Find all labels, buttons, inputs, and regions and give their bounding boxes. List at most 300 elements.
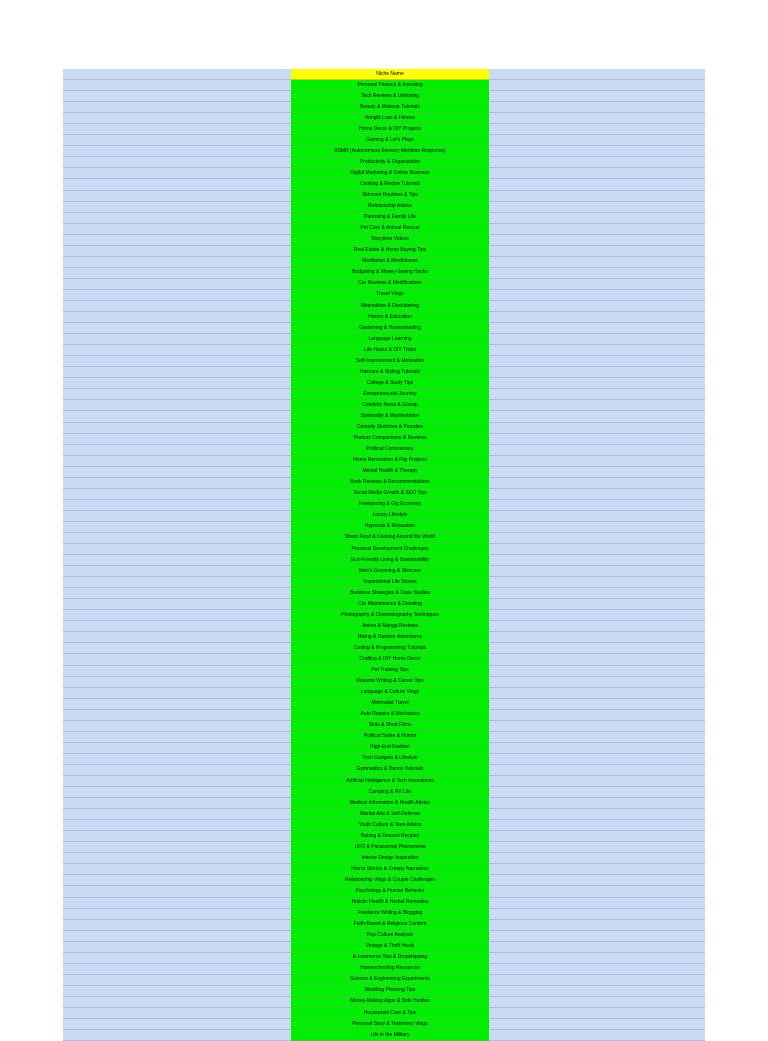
- niche-name-cell[interactable]: Car Reviews & Modifications: [291, 278, 489, 289]
- empty-cell-left[interactable]: [63, 411, 291, 422]
- niche-name-cell[interactable]: Relationship Advice: [291, 201, 489, 212]
- niche-name-cell[interactable]: Tech Gadgets & Lifestyle: [291, 753, 489, 764]
- empty-cell-left[interactable]: [63, 389, 291, 400]
- niche-name-cell[interactable]: Photography & Cinematography Techniques: [291, 610, 489, 621]
- empty-cell-left[interactable]: [63, 91, 291, 102]
- empty-cell-left[interactable]: [63, 632, 291, 643]
- empty-cell-right[interactable]: [489, 323, 705, 334]
- empty-cell-right[interactable]: [489, 676, 705, 687]
- empty-cell-left[interactable]: [63, 80, 291, 91]
- empty-cell-right[interactable]: [489, 809, 705, 820]
- empty-cell-left[interactable]: [63, 201, 291, 212]
- niche-name-cell[interactable]: High-End Fashion: [291, 742, 489, 753]
- niche-name-cell[interactable]: UFO & Paranormal Phenomena: [291, 842, 489, 853]
- empty-cell-left[interactable]: [63, 234, 291, 245]
- table-row: [63, 930, 705, 941]
- table-row: [63, 345, 705, 356]
- empty-cell-right[interactable]: [489, 146, 705, 157]
- table-row: [63, 676, 705, 687]
- niche-name-cell[interactable]: Travel Vlogs: [291, 289, 489, 300]
- empty-cell-left[interactable]: [63, 798, 291, 809]
- empty-cell-right[interactable]: [489, 124, 705, 135]
- niche-name-cell[interactable]: Interior Design Inspiration: [291, 853, 489, 864]
- table-row: [63, 643, 705, 654]
- empty-cell-right[interactable]: [489, 952, 705, 963]
- empty-cell-left[interactable]: [63, 555, 291, 566]
- niche-name-cell[interactable]: Book Reviews & Recommendations: [291, 477, 489, 488]
- table-row: [63, 135, 705, 146]
- empty-cell-left[interactable]: [63, 444, 291, 455]
- niche-name-cell[interactable]: Vintage & Thrift Hauls: [291, 941, 489, 952]
- empty-cell-left[interactable]: [63, 69, 291, 80]
- empty-cell-right[interactable]: [489, 996, 705, 1007]
- empty-cell-left[interactable]: [63, 687, 291, 698]
- empty-cell-left[interactable]: [63, 323, 291, 334]
- niche-name-cell[interactable]: Street Food & Cooking Around the World: [291, 532, 489, 543]
- empty-cell-left[interactable]: [63, 753, 291, 764]
- niche-name-cell[interactable]: Relationship Vlogs & Couple Challenges: [291, 875, 489, 886]
- niche-name-cell[interactable]: Crafting & DIY Home Decor: [291, 654, 489, 665]
- table-row: [63, 367, 705, 378]
- empty-cell-right[interactable]: [489, 621, 705, 632]
- niche-name-cell[interactable]: Meditation & Mindfulness: [291, 256, 489, 267]
- table-row: [63, 698, 705, 709]
- empty-cell-right[interactable]: [489, 91, 705, 102]
- niche-name-cell[interactable]: Personal Finance & Investing: [291, 80, 489, 91]
- niche-name-cell[interactable]: Hiking & Outdoor Adventures: [291, 632, 489, 643]
- empty-cell-right[interactable]: [489, 1007, 705, 1018]
- niche-name-cell[interactable]: Houseplant Care & Tips: [291, 1007, 489, 1018]
- niche-name-cell[interactable]: Pop Culture Analysis: [291, 930, 489, 941]
- column-header-niche-name[interactable]: Niche Name: [291, 69, 489, 80]
- niche-name-cell[interactable]: Baking & Dessert Recipes: [291, 831, 489, 842]
- table-row: [63, 687, 705, 698]
- empty-cell-right[interactable]: [489, 135, 705, 146]
- niche-name-cell[interactable]: Minimalist Travel: [291, 698, 489, 709]
- empty-cell-right[interactable]: [489, 963, 705, 974]
- empty-cell-right[interactable]: [489, 764, 705, 775]
- empty-cell-right[interactable]: [489, 698, 705, 709]
- table-row: [63, 842, 705, 853]
- niche-name-cell[interactable]: Resume Writing & Career Tips: [291, 676, 489, 687]
- table-row: [63, 433, 705, 444]
- empty-cell-right[interactable]: [489, 378, 705, 389]
- empty-cell-right[interactable]: [489, 687, 705, 698]
- table-row: [63, 278, 705, 289]
- empty-cell-right[interactable]: [489, 1030, 705, 1041]
- empty-cell-right[interactable]: [489, 367, 705, 378]
- niche-name-cell[interactable]: Digital Marketing & Online Business: [291, 168, 489, 179]
- empty-cell-left[interactable]: [63, 776, 291, 787]
- niche-name-cell[interactable]: Storytime Videos: [291, 234, 489, 245]
- niche-name-cell[interactable]: Tech Reviews & Unboxing: [291, 91, 489, 102]
- empty-cell-left[interactable]: [63, 941, 291, 952]
- table-row: [63, 124, 705, 135]
- empty-cell-left[interactable]: [63, 223, 291, 234]
- niche-spreadsheet: [63, 69, 705, 1041]
- niche-name-cell[interactable]: Entrepreneurial Journey: [291, 389, 489, 400]
- empty-cell-left[interactable]: [63, 809, 291, 820]
- empty-cell-left[interactable]: [63, 665, 291, 676]
- empty-cell-left[interactable]: [63, 787, 291, 798]
- empty-cell-left[interactable]: [63, 742, 291, 753]
- empty-cell-right[interactable]: [489, 731, 705, 742]
- empty-cell-left[interactable]: [63, 488, 291, 499]
- empty-cell-right[interactable]: [489, 245, 705, 256]
- empty-cell-left[interactable]: [63, 190, 291, 201]
- niche-name-cell[interactable]: Wedding Planning Tips: [291, 985, 489, 996]
- table-row: [63, 798, 705, 809]
- empty-cell-right[interactable]: [489, 466, 705, 477]
- empty-cell-left[interactable]: [63, 212, 291, 223]
- empty-cell-left[interactable]: [63, 289, 291, 300]
- niche-name-cell[interactable]: Skits & Short Films: [291, 720, 489, 731]
- empty-cell-right[interactable]: [489, 842, 705, 853]
- empty-cell-left[interactable]: [63, 1007, 291, 1018]
- empty-cell-right[interactable]: [489, 720, 705, 731]
- table-row: [63, 499, 705, 510]
- niche-name-cell[interactable]: Mental Health & Therapy: [291, 466, 489, 477]
- table-row: [63, 444, 705, 455]
- niche-name-cell[interactable]: Business Strategies & Case Studies: [291, 588, 489, 599]
- niche-name-cell[interactable]: Anime & Manga Reviews: [291, 621, 489, 632]
- table-row: [63, 853, 705, 864]
- niche-name-cell[interactable]: Personal Development Challenges: [291, 544, 489, 555]
- niche-name-cell[interactable]: Auto Repairs & Mechanics: [291, 709, 489, 720]
- empty-cell-right[interactable]: [489, 69, 705, 80]
- niche-name-cell[interactable]: Gardening & Homesteading: [291, 323, 489, 334]
- empty-cell-right[interactable]: [489, 499, 705, 510]
- empty-cell-left[interactable]: [63, 422, 291, 433]
- niche-name-cell[interactable]: Martial Arts & Self-Defense: [291, 809, 489, 820]
- niche-name-cell[interactable]: ASMR (Autonomous Sensory Meridian Response): [291, 146, 489, 157]
- empty-cell-left[interactable]: [63, 1019, 291, 1030]
- empty-cell-right[interactable]: [489, 345, 705, 356]
- table-row: [63, 555, 705, 566]
- empty-cell-left[interactable]: [63, 157, 291, 168]
- table-row: [63, 610, 705, 621]
- empty-cell-left[interactable]: [63, 853, 291, 864]
- empty-cell-left[interactable]: [63, 654, 291, 665]
- empty-cell-right[interactable]: [489, 544, 705, 555]
- niche-name-cell[interactable]: Holistic Health & Herbal Remedies: [291, 897, 489, 908]
- niche-name-cell[interactable]: Hypnosis & Relaxation: [291, 521, 489, 532]
- empty-cell-left[interactable]: [63, 367, 291, 378]
- empty-cell-right[interactable]: [489, 300, 705, 311]
- sheet-body: [63, 69, 705, 1041]
- empty-cell-left[interactable]: [63, 577, 291, 588]
- table-row: [63, 720, 705, 731]
- empty-cell-right[interactable]: [489, 820, 705, 831]
- niche-name-cell[interactable]: Freelance Writing & Blogging: [291, 908, 489, 919]
- empty-cell-left[interactable]: [63, 919, 291, 930]
- empty-cell-right[interactable]: [489, 477, 705, 488]
- empty-cell-right[interactable]: [489, 665, 705, 676]
- empty-cell-left[interactable]: [63, 566, 291, 577]
- empty-cell-right[interactable]: [489, 709, 705, 720]
- empty-cell-left[interactable]: [63, 334, 291, 345]
- niche-name-cell[interactable]: Real Estate & Home Buying Tips: [291, 245, 489, 256]
- empty-cell-left[interactable]: [63, 146, 291, 157]
- empty-cell-right[interactable]: [489, 312, 705, 323]
- empty-cell-left[interactable]: [63, 455, 291, 466]
- table-row: [63, 963, 705, 974]
- empty-cell-right[interactable]: [489, 610, 705, 621]
- niche-name-cell[interactable]: Men's Grooming & Skincare: [291, 566, 489, 577]
- empty-cell-left[interactable]: [63, 300, 291, 311]
- empty-cell-right[interactable]: [489, 201, 705, 212]
- niche-name-cell[interactable]: Psychology & Human Behavior: [291, 886, 489, 897]
- niche-name-cell[interactable]: History & Education: [291, 312, 489, 323]
- empty-cell-right[interactable]: [489, 190, 705, 201]
- empty-cell-left[interactable]: [63, 698, 291, 709]
- niche-name-cell[interactable]: Gaming & Let's Plays: [291, 135, 489, 146]
- empty-cell-left[interactable]: [63, 820, 291, 831]
- empty-cell-left[interactable]: [63, 897, 291, 908]
- empty-cell-left[interactable]: [63, 842, 291, 853]
- empty-cell-left[interactable]: [63, 510, 291, 521]
- empty-cell-right[interactable]: [489, 400, 705, 411]
- empty-cell-left[interactable]: [63, 378, 291, 389]
- table-row: [63, 455, 705, 466]
- empty-cell-left[interactable]: [63, 521, 291, 532]
- empty-cell-left[interactable]: [63, 908, 291, 919]
- niche-name-cell[interactable]: Luxury Lifestyle: [291, 510, 489, 521]
- empty-cell-right[interactable]: [489, 555, 705, 566]
- empty-cell-left[interactable]: [63, 544, 291, 555]
- empty-cell-left[interactable]: [63, 610, 291, 621]
- niche-name-cell[interactable]: Haircare & Styling Tutorials: [291, 367, 489, 378]
- empty-cell-right[interactable]: [489, 864, 705, 875]
- empty-cell-right[interactable]: [489, 919, 705, 930]
- empty-cell-left[interactable]: [63, 621, 291, 632]
- empty-cell-right[interactable]: [489, 566, 705, 577]
- empty-cell-left[interactable]: [63, 400, 291, 411]
- empty-cell-right[interactable]: [489, 941, 705, 952]
- niche-name-cell[interactable]: Homeschooling Resources: [291, 963, 489, 974]
- niche-name-cell[interactable]: Pet Care & Animal Rescue: [291, 223, 489, 234]
- empty-cell-left[interactable]: [63, 985, 291, 996]
- niche-name-cell[interactable]: Life Hacks & DIY Tricks: [291, 345, 489, 356]
- empty-cell-left[interactable]: [63, 709, 291, 720]
- empty-cell-left[interactable]: [63, 278, 291, 289]
- empty-cell-left[interactable]: [63, 764, 291, 775]
- niche-name-cell[interactable]: Weight Loss & Fitness: [291, 113, 489, 124]
- niche-name-cell[interactable]: Spirituality & Manifestation: [291, 411, 489, 422]
- table-row: [63, 820, 705, 831]
- empty-cell-right[interactable]: [489, 974, 705, 985]
- empty-cell-right[interactable]: [489, 742, 705, 753]
- niche-name-cell[interactable]: Coding & Programming Tutorials: [291, 643, 489, 654]
- empty-cell-right[interactable]: [489, 853, 705, 864]
- niche-name-cell[interactable]: Artificial Intelligence & Tech Innovations: [291, 776, 489, 787]
- empty-cell-left[interactable]: [63, 499, 291, 510]
- empty-cell-right[interactable]: [489, 599, 705, 610]
- empty-cell-left[interactable]: [63, 124, 291, 135]
- empty-cell-right[interactable]: [489, 256, 705, 267]
- niche-name-cell[interactable]: Home Renovation & Flip Projects: [291, 455, 489, 466]
- empty-cell-left[interactable]: [63, 113, 291, 124]
- empty-cell-left[interactable]: [63, 477, 291, 488]
- empty-cell-right[interactable]: [489, 521, 705, 532]
- niche-name-cell[interactable]: Home Decor & DIY Projects: [291, 124, 489, 135]
- empty-cell-left[interactable]: [63, 345, 291, 356]
- empty-cell-right[interactable]: [489, 886, 705, 897]
- niche-name-cell[interactable]: Language Learning: [291, 334, 489, 345]
- niche-name-cell[interactable]: Product Comparisons & Reviews: [291, 433, 489, 444]
- niche-name-cell[interactable]: Celebrity News & Gossip: [291, 400, 489, 411]
- empty-cell-right[interactable]: [489, 278, 705, 289]
- table-row: [63, 742, 705, 753]
- empty-cell-right[interactable]: [489, 787, 705, 798]
- empty-cell-right[interactable]: [489, 433, 705, 444]
- empty-cell-left[interactable]: [63, 731, 291, 742]
- empty-cell-right[interactable]: [489, 488, 705, 499]
- empty-cell-right[interactable]: [489, 422, 705, 433]
- empty-cell-left[interactable]: [63, 974, 291, 985]
- empty-cell-right[interactable]: [489, 102, 705, 113]
- table-row: [63, 212, 705, 223]
- empty-cell-right[interactable]: [489, 444, 705, 455]
- empty-cell-left[interactable]: [63, 963, 291, 974]
- empty-cell-left[interactable]: [63, 720, 291, 731]
- table-row: [63, 599, 705, 610]
- empty-cell-right[interactable]: [489, 753, 705, 764]
- empty-cell-left[interactable]: [63, 532, 291, 543]
- table-row: [63, 621, 705, 632]
- niche-name-cell[interactable]: Science & Engineering Experiments: [291, 974, 489, 985]
- niche-name-cell[interactable]: Camping & RV Life: [291, 787, 489, 798]
- niche-name-cell[interactable]: Inspirational Life Stories: [291, 577, 489, 588]
- niche-name-cell[interactable]: Productivity & Organization: [291, 157, 489, 168]
- empty-cell-left[interactable]: [63, 599, 291, 610]
- niche-name-cell[interactable]: Minimalism & Decluttering: [291, 300, 489, 311]
- niche-name-cell[interactable]: Social Media Growth & SEO Tips: [291, 488, 489, 499]
- empty-cell-left[interactable]: [63, 356, 291, 367]
- niche-name-cell[interactable]: Eco-Friendly Living & Sustainability: [291, 555, 489, 566]
- empty-cell-left[interactable]: [63, 864, 291, 875]
- empty-cell-right[interactable]: [489, 875, 705, 886]
- table-row: [63, 190, 705, 201]
- table-row: [63, 1007, 705, 1018]
- empty-cell-right[interactable]: [489, 1019, 705, 1030]
- niche-name-cell[interactable]: Skincare Routines & Tips: [291, 190, 489, 201]
- empty-cell-left[interactable]: [63, 996, 291, 1007]
- empty-cell-left[interactable]: [63, 102, 291, 113]
- empty-cell-right[interactable]: [489, 289, 705, 300]
- table-row: [63, 809, 705, 820]
- empty-cell-right[interactable]: [489, 985, 705, 996]
- niche-name-cell[interactable]: Comedy Sketches & Parodies: [291, 422, 489, 433]
- niche-name-cell[interactable]: Money-Making Apps & Side Hustles: [291, 996, 489, 1007]
- niche-name-cell[interactable]: E-commerce Tips & Dropshipping: [291, 952, 489, 963]
- niche-name-cell[interactable]: Political Commentary: [291, 444, 489, 455]
- niche-name-cell[interactable]: Gymnastics & Dance Tutorials: [291, 764, 489, 775]
- niche-name-cell[interactable]: Faith-Based & Religious Content: [291, 919, 489, 930]
- empty-cell-right[interactable]: [489, 157, 705, 168]
- empty-cell-right[interactable]: [489, 897, 705, 908]
- niche-name-cell[interactable]: Pet Training Tips: [291, 665, 489, 676]
- empty-cell-left[interactable]: [63, 643, 291, 654]
- empty-cell-right[interactable]: [489, 643, 705, 654]
- empty-cell-right[interactable]: [489, 532, 705, 543]
- empty-cell-left[interactable]: [63, 1030, 291, 1041]
- empty-cell-right[interactable]: [489, 212, 705, 223]
- empty-cell-left[interactable]: [63, 433, 291, 444]
- empty-cell-left[interactable]: [63, 312, 291, 323]
- empty-cell-left[interactable]: [63, 875, 291, 886]
- empty-cell-left[interactable]: [63, 179, 291, 190]
- empty-cell-right[interactable]: [489, 632, 705, 643]
- empty-cell-left[interactable]: [63, 168, 291, 179]
- empty-cell-right[interactable]: [489, 113, 705, 124]
- empty-cell-right[interactable]: [489, 588, 705, 599]
- empty-cell-right[interactable]: [489, 831, 705, 842]
- niche-name-cell[interactable]: Horror Stories & Creepy Narratives: [291, 864, 489, 875]
- niche-name-cell[interactable]: College & Study Tips: [291, 378, 489, 389]
- table-row: [63, 157, 705, 168]
- empty-cell-left[interactable]: [63, 466, 291, 477]
- empty-cell-right[interactable]: [489, 80, 705, 91]
- niche-name-cell[interactable]: Medical Information & Health Advice: [291, 798, 489, 809]
- empty-cell-left[interactable]: [63, 930, 291, 941]
- empty-cell-left[interactable]: [63, 831, 291, 842]
- empty-cell-right[interactable]: [489, 223, 705, 234]
- empty-cell-right[interactable]: [489, 234, 705, 245]
- niche-name-cell[interactable]: Language & Culture Vlogs: [291, 687, 489, 698]
- niche-name-cell[interactable]: Life in the Military: [291, 1030, 489, 1041]
- empty-cell-left[interactable]: [63, 588, 291, 599]
- niche-name-cell[interactable]: Personal Story & Testimony Vlogs: [291, 1019, 489, 1030]
- table-row: [63, 234, 705, 245]
- empty-cell-left[interactable]: [63, 886, 291, 897]
- empty-cell-right[interactable]: [489, 577, 705, 588]
- empty-cell-left[interactable]: [63, 256, 291, 267]
- niche-name-cell[interactable]: Budgeting & Money-Saving Hacks: [291, 267, 489, 278]
- empty-cell-left[interactable]: [63, 952, 291, 963]
- niche-name-cell[interactable]: Freelancing & Gig Economy: [291, 499, 489, 510]
- empty-cell-right[interactable]: [489, 168, 705, 179]
- empty-cell-right[interactable]: [489, 179, 705, 190]
- niche-name-cell[interactable]: Youth Culture & Teen Advice: [291, 820, 489, 831]
- empty-cell-left[interactable]: [63, 676, 291, 687]
- niche-name-cell[interactable]: Self-Improvement & Motivation: [291, 356, 489, 367]
- niche-name-cell[interactable]: Parenting & Family Life: [291, 212, 489, 223]
- table-row: [63, 886, 705, 897]
- empty-cell-right[interactable]: [489, 908, 705, 919]
- empty-cell-right[interactable]: [489, 930, 705, 941]
- empty-cell-left[interactable]: [63, 245, 291, 256]
- empty-cell-right[interactable]: [489, 334, 705, 345]
- niche-name-cell[interactable]: Cooking & Recipe Tutorials: [291, 179, 489, 190]
- empty-cell-right[interactable]: [489, 776, 705, 787]
- empty-cell-left[interactable]: [63, 135, 291, 146]
- empty-cell-right[interactable]: [489, 389, 705, 400]
- table-row: [63, 334, 705, 345]
- empty-cell-right[interactable]: [489, 654, 705, 665]
- niche-name-cell[interactable]: Political Satire & Humor: [291, 731, 489, 742]
- empty-cell-right[interactable]: [489, 798, 705, 809]
- empty-cell-right[interactable]: [489, 267, 705, 278]
- empty-cell-right[interactable]: [489, 455, 705, 466]
- empty-cell-right[interactable]: [489, 356, 705, 367]
- niche-name-cell[interactable]: Car Maintenance & Detailing: [291, 599, 489, 610]
- empty-cell-left[interactable]: [63, 267, 291, 278]
- niche-name-cell[interactable]: Beauty & Makeup Tutorials: [291, 102, 489, 113]
- empty-cell-right[interactable]: [489, 411, 705, 422]
- table-row: [63, 400, 705, 411]
- empty-cell-right[interactable]: [489, 510, 705, 521]
